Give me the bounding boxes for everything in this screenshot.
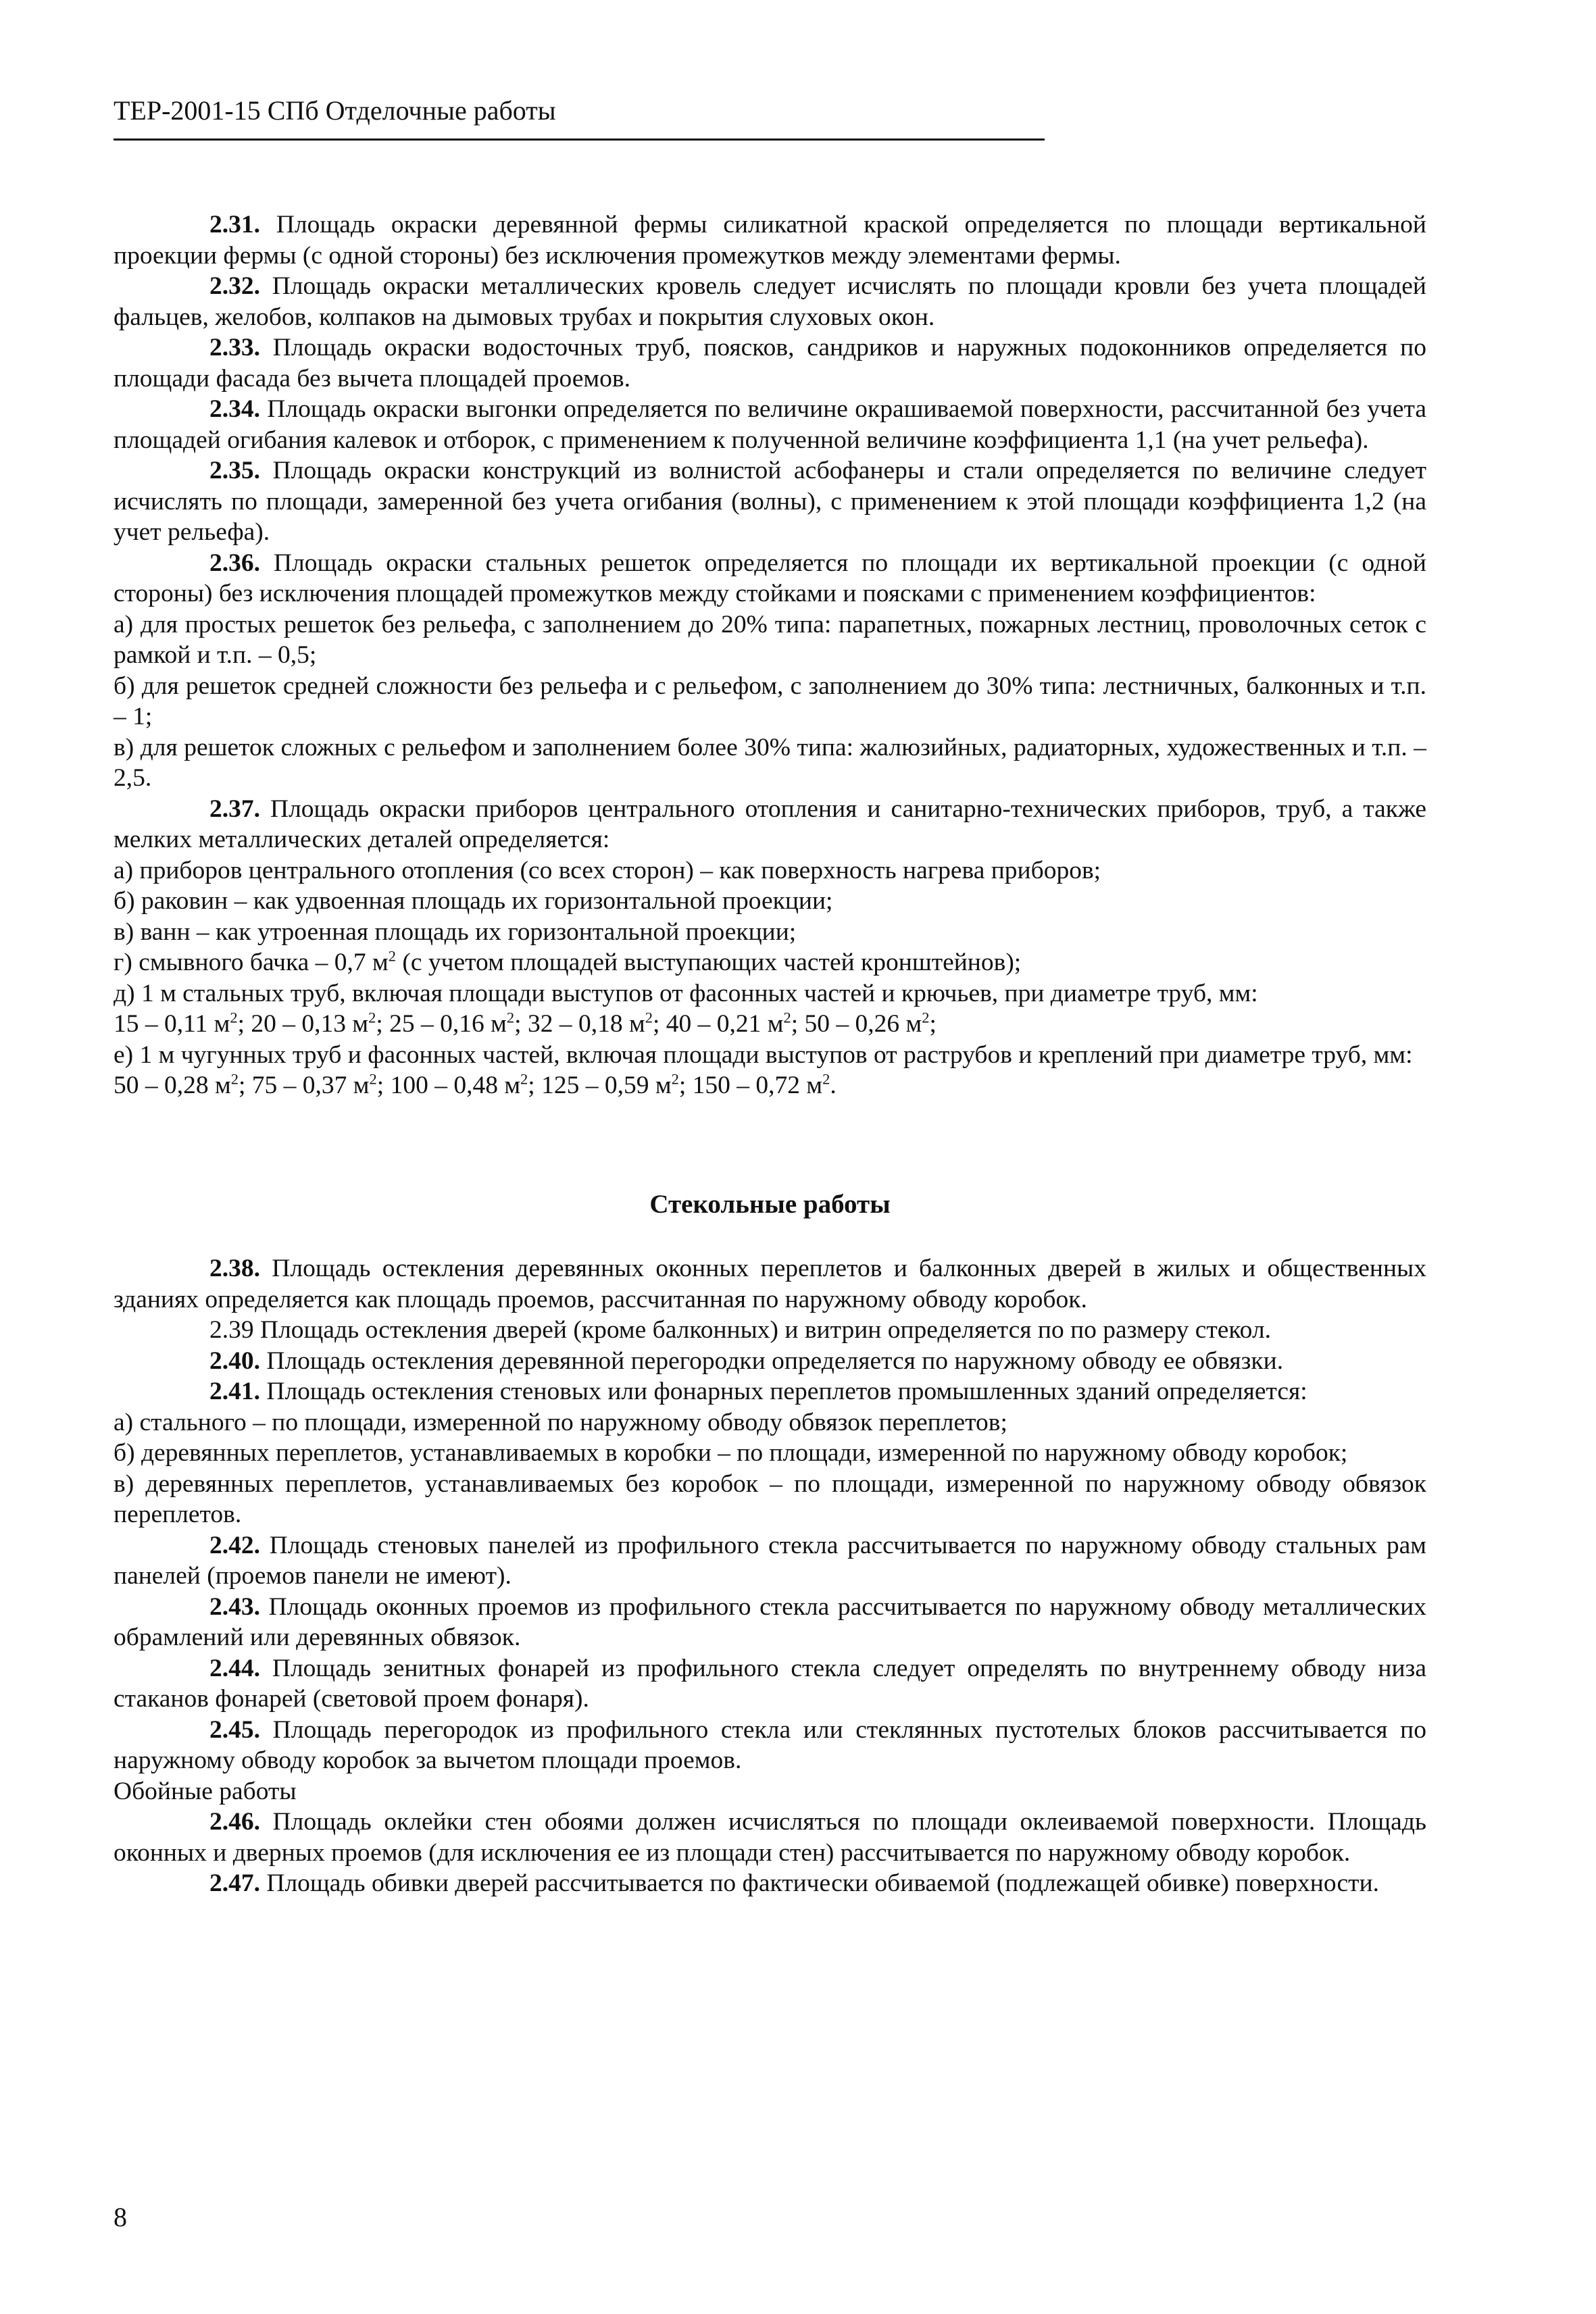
superscript: 2 [506,1009,515,1026]
paragraph [114,1530,1426,1592]
superscript: 2 [645,1009,653,1026]
list-item-d: д) 1 м стальных труб, включая площади выступов от фасонных частей и крючьев, при диаметре труб, мм: [114,979,1258,1007]
paragraph-text: Площадь обивки дверей рассчитывается по фактически обиваемой (подлежащей обивке) поверхности. [260,1869,1380,1897]
list-item: в) ванн – как утроенная площадь их горизонтальной проекции; [114,917,797,946]
paragraph-number: 2.40. [209,1347,260,1375]
paragraph-text: Площадь окраски деревянной фермы силикатной краской определяется по площади вертикальной проекции фермы (с одной стороны) без исключения промежутков между элементами фермы. [114,211,1426,270]
paragraph-text: Площадь окраски металлических кровель следует исчислять по площади кровли без учета площадей фальцев, желобов, колпаков на дымовых трубах и покрытия слуховых окон. [114,272,1426,331]
list-item-text: г) смывного бачка – 0,7 м [114,949,389,976]
list-item: а) для простых решеток без рельефа, с заполнением до 20% типа: парапетных, пожарных лестниц, проволочных сеток с рамкой и т.п. – 0,5; [114,610,1426,669]
superscript: 2 [671,1070,679,1088]
superscript: 2 [520,1070,528,1088]
superscript: 2 [822,1070,830,1088]
separator: ; [652,1010,666,1038]
pipe-value: 32 – 0,18 м [527,1010,645,1038]
list-item-e: е) 1 м чугунных труб и фасонных частей, включая площади выступов от раструбов и креплений при диаметре труб, мм: [114,1040,1413,1069]
paragraph-number: 2.37. [209,795,260,823]
list-item-text: (с учетом площадей выступающих частей кронштейнов); [396,949,1022,976]
wallpaper-paragraphs [114,1807,1426,1899]
pipe-value: 75 – 0,37 м [251,1072,370,1099]
paragraph [114,1253,1426,1315]
paragraph [114,271,1426,332]
paragraph-number: 2.42. [209,1531,260,1559]
running-header: ТЕР-2001-15 СПб Отделочные работы [114,95,556,126]
document-body [114,209,1426,1899]
superscript: 2 [388,947,397,965]
paragraph [114,1868,1426,1899]
paragraph-text: Площадь остекления деревянных оконных переплетов и балконных дверей в жилых и общественных зданиях определяется как площадь проемов, рассчитанная по наружному обводу коробок. [114,1255,1426,1313]
paragraph-number: 2.38. [209,1255,260,1282]
header-rule [114,139,1045,141]
paragraph [114,1346,1426,1377]
list-item: б) деревянных переплетов, устанавливаемых в коробки – по площади, измеренной по наружному обводу коробок; [114,1439,1348,1467]
paragraph-text: Площадь зенитных фонарей из профильного стекла следует определять по внутреннему обводу низа стаканов фонарей (световой проем фонаря). [114,1654,1426,1713]
paragraph-text: Площадь окраски стальных решеток определяется по площади их вертикальной проекции (с одной стороны) без исключения площадей промежутков между стойками и поясками с применением коэффициентов: [114,549,1426,607]
glass-paragraphs [114,1253,1426,1407]
paragraph-number: 2.36. [209,549,260,577]
separator: ; [238,1072,252,1099]
steel-pipe-values [114,1009,1426,1040]
paragraph-number: 2.47. [209,1869,260,1897]
paragraph-text: Площадь окраски конструкций из волнистой асбофанеры и стали определяется по величине следует исчислять по площади, замеренной без учета огибания (волны), с применением к этой площади коэффициента 1,2 (на учет рельефа). [114,457,1426,546]
page-number: 8 [114,2202,127,2232]
list-item: а) приборов центрального отопления (со всех сторон) – как поверхность нагрева приборов; [114,856,1101,884]
paragraph-number: 2.45. [209,1715,260,1744]
pipe-value: 20 – 0,13 м [251,1010,369,1038]
separator: ; [528,1072,542,1099]
separator: ; [376,1072,391,1099]
separator: ; [376,1010,390,1038]
paragraph-text: Площадь окраски водосточных труб, поясков, сандриков и наружных подоконников определяется по площади фасада без вычета площадей проемов. [114,334,1426,393]
paragraph [114,332,1426,394]
paragraph [114,1807,1426,1868]
superscript: 2 [369,1070,377,1088]
paragraph-number: 2.35. [209,457,260,484]
paragraph-number: 2.31. [209,211,260,238]
separator: . [830,1072,837,1099]
paragraph-text: Площадь окраски выгонки определяется по величине окрашиваемой поверхности, рассчитанной без учета площадей огибания калевок и отборок, с применением к полученной величине коэффициента 1,1 (на учет рельефа). [114,395,1426,454]
separator: ; [791,1010,805,1038]
section-title-glass: Стекольные работы [649,1189,891,1219]
pipe-value: 40 – 0,21 м [666,1010,784,1038]
list-item: а) стального – по площади, измеренной по наружному обводу обвязок переплетов; [114,1408,1007,1436]
paragraph-text: Площадь окраски приборов центрального отопления и санитарно-технических приборов, труб, а также мелких металлических деталей определяется: [114,795,1426,853]
paragraph-number: 2.44. [209,1654,260,1682]
list-2-41 [114,1407,1426,1530]
pipe-value: 150 – 0,72 м [692,1072,823,1099]
list-item: в) деревянных переплетов, устанавливаемых без коробок – по площади, измеренной по наружному обводу обвязок переплетов. [114,1469,1426,1528]
paragraph [114,1376,1426,1407]
pipe-value: 50 – 0,28 м [114,1072,231,1099]
paragraph [114,1592,1426,1653]
paragraph-text: Площадь оклейки стен обоями должен исчисляться по площади оклеиваемой поверхности. Площадь оконных и дверных проемов (для исключения ее из площади стен) рассчитывается по наружному обводу коробок. [114,1808,1426,1867]
paragraph-text: 2.39 Площадь остекления дверей (кроме балконных) и витрин определяется по по размеру стекол. [209,1316,1272,1344]
paragraph [114,209,1426,271]
paragraph-text: Площадь оконных проемов из профильного стекла рассчитывается по наружному обводу металлических обрамлений или деревянных обвязок. [114,1592,1426,1651]
wallpaper-heading: Обойные работы [114,1777,297,1805]
pipe-value: 15 – 0,11 м [114,1010,230,1038]
pipe-value: 100 – 0,48 м [390,1072,521,1099]
paragraph-number: 2.34. [209,395,260,423]
paragraph [114,1715,1426,1776]
superscript: 2 [230,1009,238,1026]
paragraph [114,548,1426,609]
paragraph-2-37 [114,794,1426,855]
list-item: в) для решеток сложных с рельефом и заполнением более 30% типа: жалюзийных, радиаторных, художественных и т.п. – 2,5. [114,733,1426,792]
separator: ; [929,1010,937,1038]
superscript: 2 [368,1009,376,1026]
separator: ; [237,1010,251,1038]
paragraph [114,455,1426,548]
paragraphs-top [114,209,1426,609]
superscript: 2 [230,1070,239,1088]
paragraph-text: Площадь стеновых панелей из профильного стекла рассчитывается по наружному обводу стальных рам панелей (проемов панели не имеют). [114,1531,1426,1590]
list-item: б) раковин – как удвоенная площадь их горизонтальной проекции; [114,887,833,915]
separator: ; [514,1010,528,1038]
paragraph [114,1653,1426,1715]
cast-iron-pipe-values [114,1070,1426,1101]
list-item-g [114,947,1426,978]
paragraph-number: 2.46. [209,1808,260,1836]
paragraph [114,394,1426,455]
pipe-value: 25 – 0,16 м [389,1010,507,1038]
superscript: 2 [922,1009,930,1026]
pipe-value: 125 – 0,59 м [541,1072,672,1099]
paragraph-number: 2.41. [209,1378,260,1405]
pipe-value: 50 – 0,26 м [804,1010,922,1038]
paragraph [114,1315,1426,1346]
list-item: б) для решеток средней сложности без рельефа и с рельефом, с заполнением до 30% типа: лестничных, балконных и т.п. – 1; [114,672,1426,730]
list-2-37 [114,855,1426,948]
paragraph-text: Площадь остекления деревянной перегородки определяется по наружному обводу ее обвязки. [260,1347,1284,1375]
superscript: 2 [783,1009,791,1026]
paragraph-number: 2.43. [209,1592,260,1621]
paragraph-text: Площадь перегородок из профильного стекла или стеклянных пустотелых блоков рассчитывается по наружному обводу коробок за вычетом площади проемов. [114,1715,1426,1774]
separator: ; [678,1072,693,1099]
list-2-36 [114,609,1426,794]
paragraph-number: 2.33. [209,334,260,361]
glass-paragraphs-2 [114,1530,1426,1776]
paragraph-number: 2.32. [209,272,260,300]
paragraph-text: Площадь остекления стеновых или фонарных переплетов промышленных зданий определяется: [260,1378,1307,1405]
